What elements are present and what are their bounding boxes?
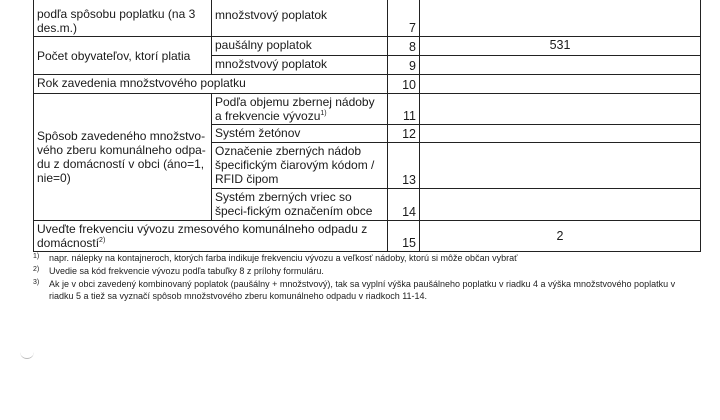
row-number: 8: [388, 37, 420, 56]
row-label: [34, 221, 388, 252]
row-value[interactable]: [420, 0, 701, 37]
row-number: 14: [388, 189, 420, 221]
footnote-item: [33, 252, 693, 264]
row-label: podľa spôsobu poplatku (na 3 des.m.): [34, 0, 212, 37]
row-value[interactable]: [420, 75, 701, 94]
row-number: 10: [388, 75, 420, 94]
row-label: Rok zavedenia množstvového poplatku: [34, 75, 388, 94]
row-value[interactable]: [420, 56, 701, 75]
footnote-text: Uvedie sa kód frekvencie vývozu podľa tabuľky 8 z prílohy formuláru.: [49, 266, 324, 276]
footnote-text: napr. nálepky na kontajneroch, ktorých farba indikuje frekvenciu vývozu a veľkosť nádoby, ktorú si môže občan vybrať: [49, 253, 518, 263]
table-row: [34, 37, 701, 56]
waste-fee-table: [33, 0, 701, 252]
table-row: [34, 75, 701, 94]
row-sublabel: [212, 94, 388, 125]
footnote-item: [33, 265, 693, 277]
table-row: [34, 0, 701, 37]
row-value[interactable]: [420, 143, 701, 189]
row-number: 9: [388, 56, 420, 75]
footnote-mark: 1): [33, 253, 40, 260]
table-row: [34, 94, 701, 125]
footnote-ref: 2): [99, 237, 106, 244]
footnote-mark: 3): [33, 279, 40, 286]
footnote-item: [33, 278, 693, 302]
row-sublabel: množstvový poplatok: [212, 0, 388, 37]
footnotes: [33, 252, 693, 303]
row-sublabel: Systém zberných vriec so špeci-fickým označením obce: [212, 189, 388, 221]
row-sublabel: paušálny poplatok: [212, 37, 388, 56]
row-number: 12: [388, 125, 420, 143]
row-number: 15: [388, 221, 420, 252]
row-sublabel-text: Podľa objemu zbernej nádoby a frekvencie vývozu: [215, 95, 375, 123]
row-label-text: Uveďte frekvenciu vývozu zmesového komunálneho odpadu z domácností: [37, 222, 368, 250]
row-value[interactable]: [420, 189, 701, 221]
row-number: 11: [388, 94, 420, 125]
row-value[interactable]: [420, 94, 701, 125]
table-row: [34, 221, 701, 252]
row-label: Spôsob zavedeného množstvo-vého zberu komunálneho odpa-du z domácností v obci (áno=1, nie=0): [34, 94, 212, 221]
footnote-ref: 1): [320, 110, 327, 117]
row-value[interactable]: 531: [420, 37, 701, 56]
footnote-mark: 2): [33, 266, 40, 273]
row-label: Počet obyvateľov, ktorí platia: [34, 37, 212, 75]
row-number: 7: [388, 0, 420, 37]
row-value[interactable]: [420, 125, 701, 143]
row-sublabel: Systém žetónov: [212, 125, 388, 143]
footnote-text: Ak je v obci zavedený kombinovaný poplatok (paušálny + množstvový), tak sa vyplní výška paušálneho poplatku v riadku 4 a výška množstvového poplatku v riadku 5 a tiež sa vyznačí spôsob množstvového zberu komunálneho odpadu v riadkoch 11-14.: [49, 279, 676, 301]
row-sublabel: množstvový poplatok: [212, 56, 388, 75]
row-number: 13: [388, 143, 420, 189]
row-value[interactable]: 2: [420, 221, 701, 252]
row-sublabel: Označenie zberných nádob špecifickým čiarovým kódom / RFID čipom: [212, 143, 388, 189]
pen-mark: [20, 350, 34, 359]
